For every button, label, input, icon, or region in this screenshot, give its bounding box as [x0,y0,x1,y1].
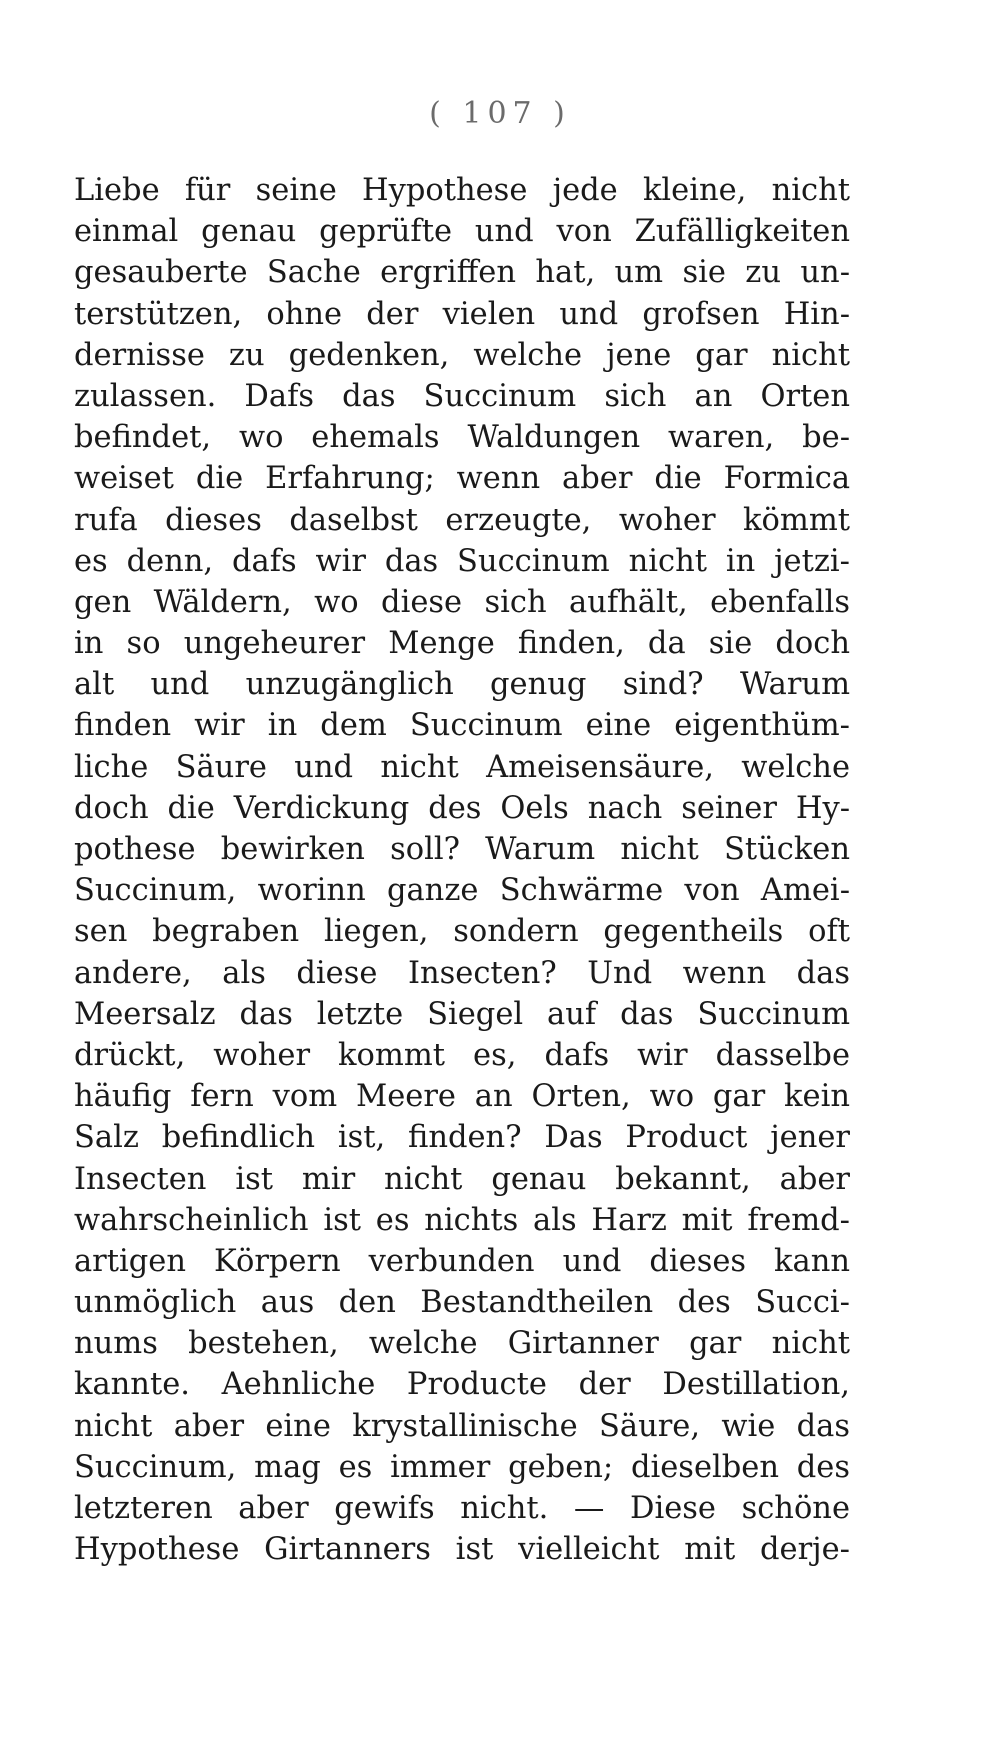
text-line: doch die Verdickung des Oels nach seiner Hy- [74,790,850,826]
text-line: Liebe für seine Hypothese jede kleine, nicht [74,173,850,208]
text-line: terstützen, ohne der vielen und grofsen Hin- [74,296,850,332]
page-number: ( 107 ) [429,96,571,131]
text-line: Succinum, worinn ganze Schwärme von Amei- [74,873,850,909]
text-line: kannte. Aehnliche Producte der Destillation, [74,1367,850,1403]
text-line: liche Säure und nicht Ameisensäure, welche [74,749,850,785]
text-line: nums bestehen, welche Girtanner gar nicht [74,1326,850,1362]
text-line: pothese bewirken soll? Warum nicht Stücken [74,832,850,867]
text-line: unmöglich aus den Bestandtheilen des Succi- [74,1285,850,1321]
text-line: dernisse zu gedenken, welche jene gar nicht [74,337,850,373]
text-line: weiset die Erfahrung; wenn aber die Formica [74,461,850,497]
text-line: gesauberte Sache ergriffen hat, um sie zu un- [74,255,850,291]
text-line: einmal genau geprüfte und von Zufälligkeiten [74,214,850,250]
text-line: zulassen. Dafs das Succinum sich an Orten [74,378,850,414]
text-line: sen begraben liegen, sondern gegentheils oft [74,914,850,950]
text-line: Insecten ist mir nicht genau bekannt, aber [74,1161,850,1197]
text-line: artigen Körpern verbunden und dieses kann [74,1243,850,1279]
text-line: wahrscheinlich ist es nichts als Harz mit fremd- [74,1202,850,1238]
text-line: nicht aber eine krystallinische Säure, wie das [74,1408,850,1444]
text-line: befindet, wo ehemals Waldungen waren, be- [74,420,850,456]
text-line: alt und unzugänglich genug sind? Warum [74,667,850,703]
text-line: rufa dieses daselbst erzeugte, woher kömmt [74,502,850,538]
text-line: häufig fern vom Meere an Orten, wo gar kein [74,1079,850,1115]
text-line: Hypothese Girtanners ist vielleicht mit derje- [74,1532,850,1568]
text-line: drückt, woher kommt es, dafs wir dasselbe [74,1037,850,1073]
text-line: Meersalz das letzte Siegel auf das Succinum [74,996,850,1032]
body-text [74,170,850,1570]
text-line: finden wir in dem Succinum eine eigenthüm- [74,708,850,744]
text-line: in so ungeheurer Menge finden, da sie doch [74,626,850,662]
text-line: letzteren aber gewifs nicht. — Diese schöne [74,1491,850,1526]
text-line: gen Wäldern, wo diese sich aufhält, ebenfalls [74,584,850,620]
text-line: Succinum, mag es immer geben; dieselben des [74,1449,850,1485]
text-line: Salz befindlich ist, finden? Das Product jener [74,1120,850,1156]
text-line: andere, als diese Insecten? Und wenn das [74,955,850,991]
text-line: es denn, dafs wir das Succinum nicht in jetzi- [74,543,850,579]
